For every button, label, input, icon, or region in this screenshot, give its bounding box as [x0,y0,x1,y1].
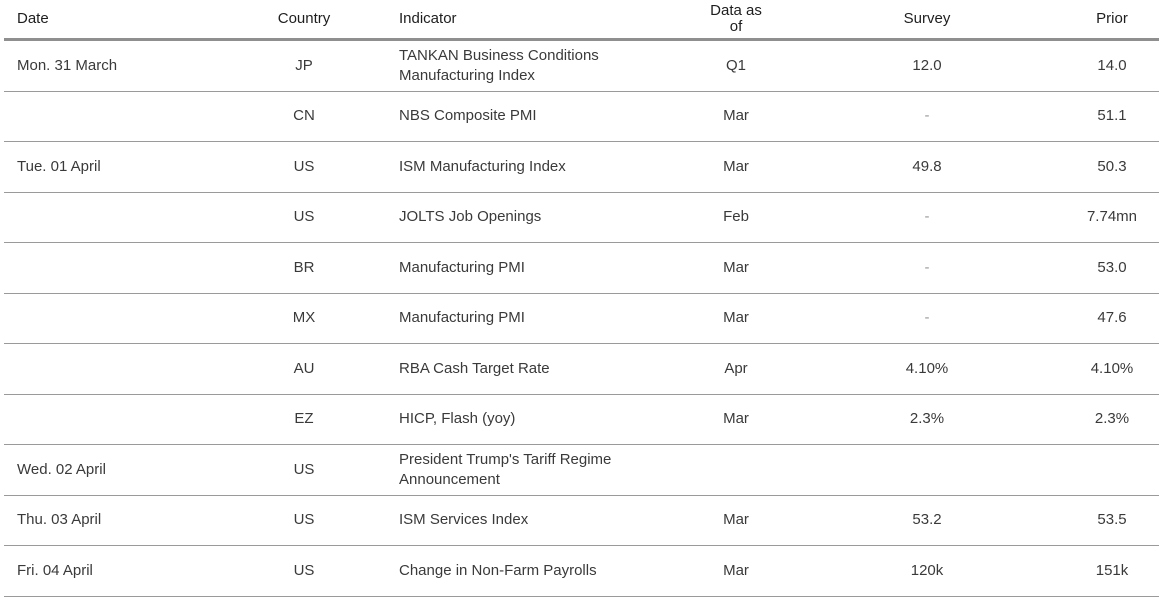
data-as-of-cell: Mar [723,107,749,125]
survey-cell: - [924,208,930,226]
prior-cell: 151k [1095,561,1129,579]
table-row [4,243,1159,294]
country-cell: BR [293,258,315,276]
header-indicator: Indicator [399,10,457,27]
prior-cell [1062,445,1162,495]
indicator-cell: NBS Composite PMI [399,107,537,125]
indicator-cell: ISM Services Index [399,511,529,529]
data-as-of-cell: Mar [723,258,749,276]
table-row [4,496,1159,547]
prior-cell: 51.1 [1097,107,1127,125]
date-cell: Mon. 31 March [17,56,118,74]
indicator-cell: ISM Manufacturing Index [399,157,566,175]
country-cell: US [293,561,315,579]
table-row [4,445,1159,496]
survey-cell: 4.10% [905,359,949,377]
date-cell [17,243,257,293]
table-row [4,41,1159,92]
header-date: Date [17,10,49,27]
prior-cell: 2.3% [1094,410,1130,428]
indicator-cell: RBA Cash Target Rate [399,359,550,377]
country-cell: CN [293,107,315,125]
table-row [4,395,1159,446]
table-row [4,344,1159,395]
country-cell: AU [293,359,315,377]
survey-cell: 53.2 [912,511,942,529]
data-as-of-cell: Apr [724,359,748,377]
date-cell [17,294,257,344]
country-cell: EZ [294,410,314,428]
survey-cell: 49.8 [912,157,942,175]
indicator-cell: JOLTS Job Openings [399,208,542,226]
table-row [4,546,1159,597]
table-row [4,294,1159,345]
survey-cell: - [924,309,930,327]
header-country: Country [277,10,331,27]
header-prior: Prior [1096,10,1128,27]
date-cell [17,395,257,445]
indicator-cell: Manufacturing PMI [399,258,525,276]
table-row [4,142,1159,193]
indicator-cell: TANKAN Business Conditions Manufacturing Index [399,46,599,84]
indicator-cell: President Trump's Tariff Regime Announcement [399,450,612,488]
date-cell: Fri. 04 April [17,561,93,579]
prior-cell: 53.0 [1097,258,1127,276]
table-body [4,41,1159,597]
date-cell: Thu. 03 April [17,511,102,529]
date-cell: Wed. 02 April [17,460,106,478]
country-cell: US [293,460,315,478]
data-as-of-cell: Feb [723,208,749,226]
survey-cell: 120k [910,561,944,579]
data-as-of-cell: Q1 [725,56,746,74]
survey-cell [877,445,977,495]
prior-cell: 47.6 [1097,309,1127,327]
data-as-of-cell: Mar [723,511,749,529]
country-cell: US [293,511,315,529]
data-as-of-cell: Mar [723,410,749,428]
survey-cell: - [924,258,930,276]
date-cell [17,344,257,394]
country-cell: MX [292,309,316,327]
date-cell [17,92,257,142]
prior-cell: 14.0 [1097,56,1127,74]
data-as-of-cell: Mar [723,561,749,579]
date-cell [17,193,257,243]
country-cell: JP [295,56,313,74]
survey-cell: 2.3% [909,410,945,428]
indicator-cell: HICP, Flash (yoy) [399,410,516,428]
table-row [4,193,1159,244]
country-cell: US [293,208,315,226]
prior-cell: 50.3 [1097,157,1127,175]
header-data-as-of: Data as of [710,2,762,35]
data-as-of-cell: Mar [723,157,749,175]
prior-cell: 4.10% [1090,359,1134,377]
prior-cell: 53.5 [1097,511,1127,529]
survey-cell: 12.0 [912,56,942,74]
date-cell: Tue. 01 April [17,157,101,175]
table-row [4,92,1159,143]
data-as-of-cell: Mar [723,309,749,327]
header-survey: Survey [903,10,951,27]
table-header-row [4,0,1159,41]
data-as-of-cell [686,445,786,495]
survey-cell: - [924,107,930,125]
prior-cell: 7.74mn [1086,208,1138,226]
indicator-cell: Manufacturing PMI [399,309,525,327]
country-cell: US [293,157,315,175]
indicator-cell: Change in Non-Farm Payrolls [399,561,597,579]
